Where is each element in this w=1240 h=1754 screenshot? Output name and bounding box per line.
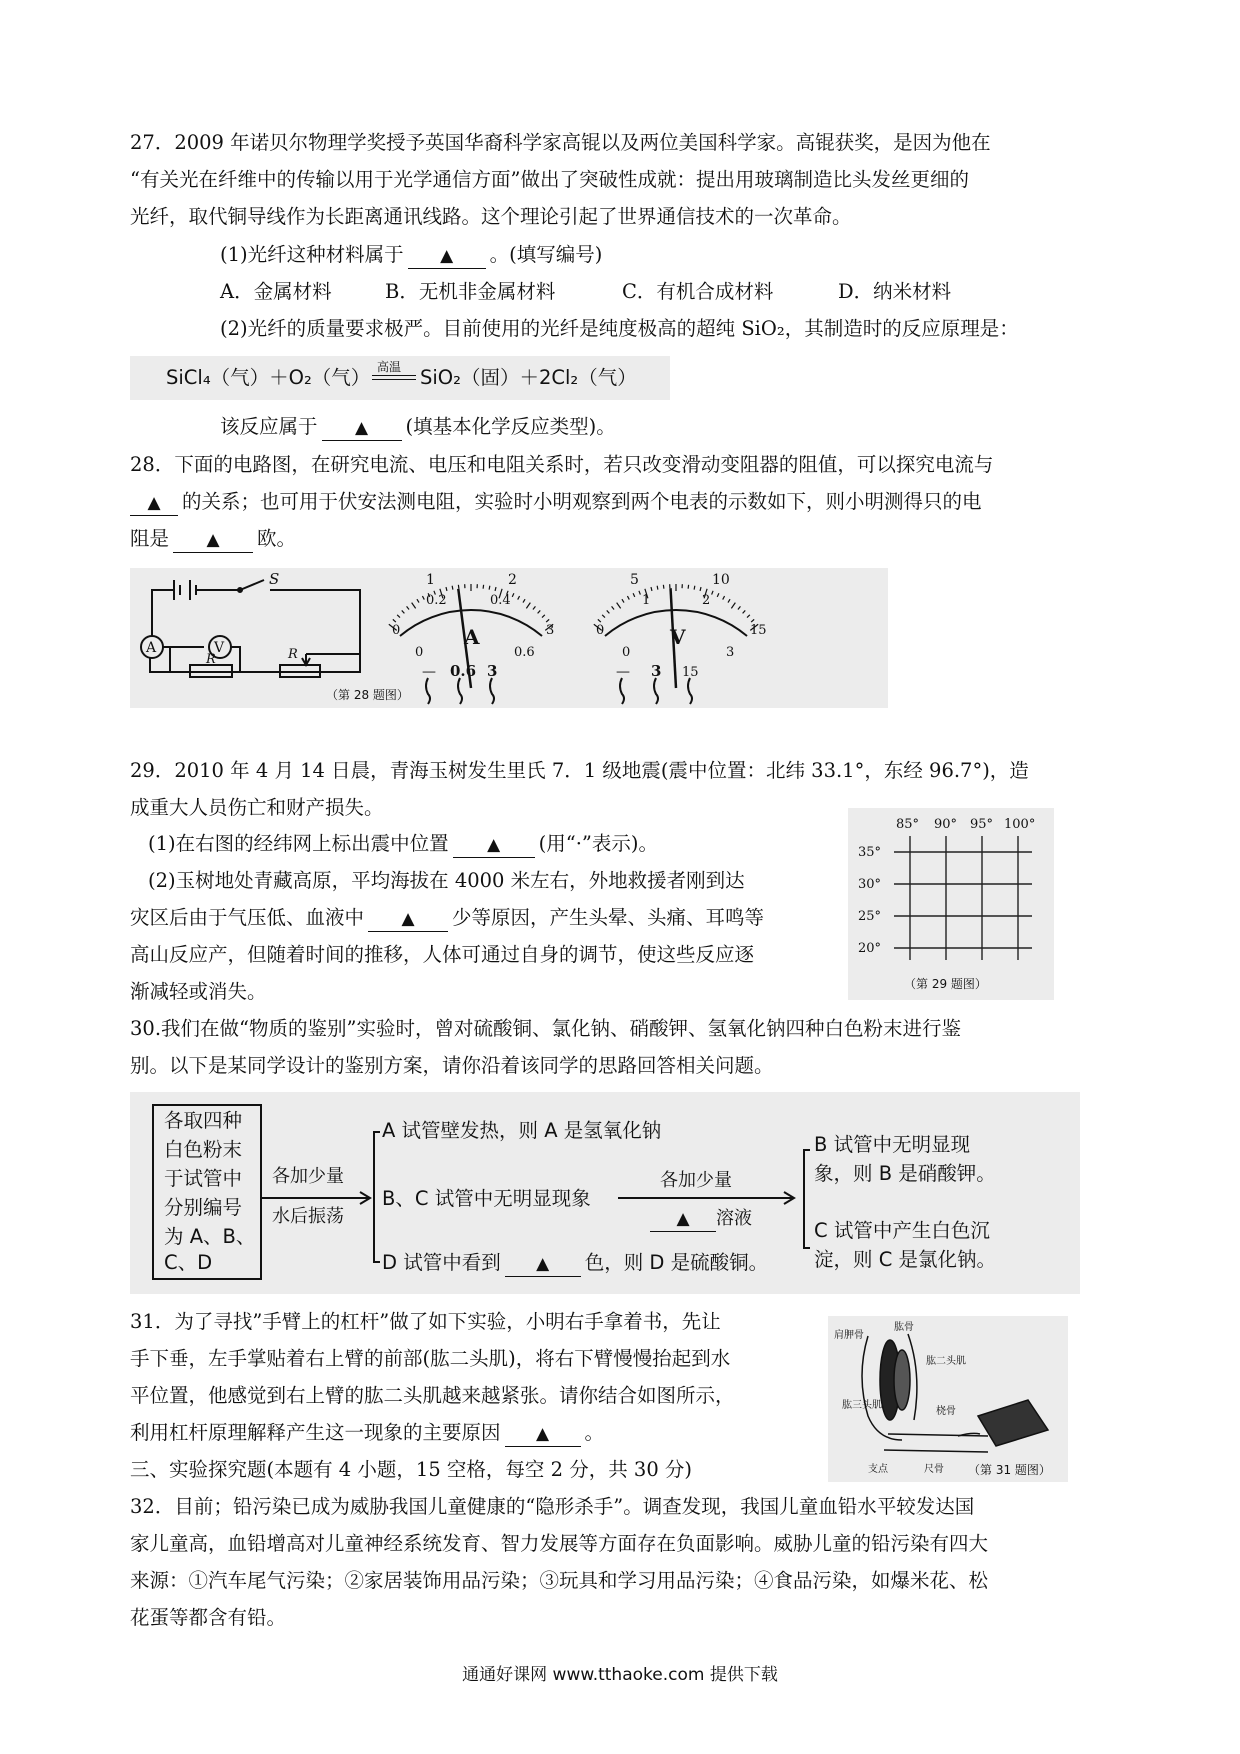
meter-tick [602,615,605,618]
q29-sub-2-text-end: 少等原因，产生头晕、头痛、耳鸣等 [452,906,765,929]
q29-line-2: 成重大人员伤亡和财产损失。 [130,796,384,819]
q31-line-4 [130,1418,604,1448]
q29-sub-2-line-3: 高山反应产，但随着时间的推移，人体可通过自身的调节，使这些反应逐 [130,943,755,966]
ammeter-terminal-0.6: 0.6 [450,662,477,680]
voltmeter-inner-2: 2 [702,593,711,608]
branch-bc: B、C 试管中无明显现象 [382,1187,591,1210]
arrow-1-bottom-label: 水后振荡 [272,1206,344,1227]
lat-20: 20° [858,941,882,956]
arrow-2-top-label: 各加少量 [660,1170,732,1191]
meter-tick [538,610,541,613]
equation-equals-sign [372,375,416,380]
switch-label: S [269,570,280,588]
q30-line-1: 30.我们在做“物质的鉴别”实验时，曾对硫酸铜、氯化钠、硝酸钾、氢氧化钠四种白色粉末进行鉴 [130,1017,961,1040]
q31-line-4-text: 利用杠杆原理解释产生这一现象的主要原因 [130,1421,501,1444]
equation-right: SiO₂（固）＋2Cl₂（气） [420,366,637,389]
result-c-line-2: 淀，则 C 是氯化钠。 [814,1248,997,1271]
meter-tick [393,619,396,622]
meter-tick [694,586,695,590]
ammeter-terminal-3: 3 [487,662,498,680]
result-c-line-1: C 试管中产生白色沉 [814,1219,990,1242]
meter-tick [622,599,624,602]
meter-tick [627,596,629,600]
answer-blank[interactable] [130,490,178,516]
voltmeter-top-tick-10: 10 [712,572,730,588]
q27-sub-1-note: 。(填写编号) [489,243,603,266]
meter-tick [495,587,496,591]
figure-29-caption: （第 29 题图） [904,977,987,991]
lon-85: 85° [896,817,920,832]
q32-line-1: 32．目前；铅污染已成为威胁我国儿童健康的“隐形杀手”。调查发现，我国儿童血铅水平较发达国 [130,1495,975,1518]
branch-a: A 试管壁发热，则 A 是氢氧化钠 [382,1119,662,1142]
flow-start-line-5: 为 A、B、 [164,1225,256,1248]
q29-sub-2-line-1: (2)玉树地处青藏高原，平均海拔在 4000 米左右，外地救援者刚到达 [148,869,745,892]
q27-reaction-note: (填基本化学反应类型)。 [405,415,616,438]
q29-sub-1-note: (用“·”表示)。 [538,832,658,855]
voltmeter-label: V [214,640,225,656]
meter-tick [526,603,530,609]
triangle-mark: ▲ [206,530,220,550]
arrow-2-solution-word: 溶液 [716,1208,752,1229]
lon-95: 95° [970,817,994,832]
q28-line-3-unit: 欧。 [257,527,297,550]
voltmeter-bottom-zero: 0 [622,645,631,660]
triangle-mark: ▲ [676,1209,690,1229]
arrow-1-top-label: 各加少量 [272,1166,344,1187]
arm-lever-illustration [828,1316,1068,1482]
voltmeter-inner-15: 15 [750,623,767,638]
page-footer: 通通好课网 www.tthaoke.com 提供下载 [462,1665,778,1685]
meter-tick [518,596,520,600]
switch-lever [240,580,264,590]
q31-line-2: 手下垂，左手掌贴着右上臂的前部(肱二头肌)，将右下臂慢慢抬起到水 [130,1347,731,1370]
forearm-bottom [884,1450,988,1452]
meter-tick [407,606,409,609]
bracket-2 [804,1150,810,1248]
voltmeter-top-tick-5: 5 [630,572,639,588]
voltmeter-inner-3: 3 [726,645,735,660]
equation-left: SiCl₄（气）＋O₂（气） [166,366,371,389]
result-b-line-2: 象，则 B 是硝酸钾。 [814,1162,996,1185]
forearm-top [888,1434,988,1436]
meter-tick [446,587,447,591]
meter-tick [700,587,701,591]
triangle-mark: ▲ [401,909,415,929]
q27-option-c: C．有机合成材料 [622,280,774,303]
q27-option-d: D．纳米材料 [838,280,952,303]
label-scapula: 肩胛骨 [834,1330,864,1341]
q32-line-4: 花蛋等都含有铅。 [130,1606,287,1629]
ammeter-inner-0.2: 0.2 [426,593,447,608]
answer-blank[interactable] [368,906,448,932]
meter-tick [617,603,621,609]
q28-line-3-text: 阻是 [130,527,170,550]
meter-tick [657,586,658,590]
ammeter-bottom-zero: 0 [415,645,424,660]
lat-35: 35° [858,845,882,860]
q27-option-a: A．金属材料 [220,280,332,303]
voltmeter-terminal-15: 15 [682,665,699,680]
q29-sub-1 [148,829,658,859]
ammeter-inner-0.4: 0.4 [490,593,511,608]
label-radius: 桡骨 [936,1406,956,1417]
meter-tick [512,593,514,597]
ammeter-inner-0.6: 0.6 [514,645,535,660]
meter-tick [402,610,405,613]
resistor-label: R [206,652,216,667]
meter-tick [607,610,610,613]
section-3-heading: 三、实验探究题(本题有 4 小题，15 空格，每空 2 分，共 30 分) [130,1458,693,1481]
answer-blank[interactable] [322,415,402,441]
branch-d-text-end: 色，则 D 是硫酸铜。 [584,1251,769,1274]
q27-line-3: 光纤，取代铜导线作为长距离通讯线路。这个理论引起了世界通信技术的一次革命。 [130,205,852,228]
meter-tick [712,591,713,595]
q29-sub-2-line-2 [130,903,764,933]
ammeter-label: A [146,640,157,656]
lat-25: 25° [858,909,882,924]
meter-tick [633,593,635,597]
meter-tick [417,599,419,602]
meter-tick [452,586,453,590]
meter-tick [412,603,416,609]
label-biceps: 肱二头肌 [926,1356,966,1367]
q28-line-2-text: 的关系；也可用于伏安法测电阻，实验时小明观察到两个电表的示数如下，则小明测得只的电 [182,490,982,513]
ammeter-terminals [426,678,494,704]
wire [152,590,174,636]
voltmeter-inner-0: 0 [596,623,605,638]
figure-31-caption: （第 31 题图） [968,1463,1051,1477]
equation-condition: 高温 [377,360,402,374]
figure-30-flowchart [130,1092,1080,1294]
triangle-mark: ▲ [440,246,454,266]
q32-line-2: 家儿童高，血铅增高对儿童神经系统发育、智力发展等方面存在负面影响。威胁儿童的铅污染有四大 [130,1532,989,1555]
triangle-mark: ▲ [354,418,369,438]
meter-tick [723,596,725,600]
meter-tick [489,586,490,590]
q29-line-1: 29．2010 年 4 月 14 日晨，青海玉树发生里氏 7．1 级地震(震中位置：北纬 33.1°，东经 96.7°)，造 [130,759,1029,782]
flow-start-line-4: 分别编号 [164,1196,243,1219]
flow-start-line-2: 白色粉末 [164,1138,243,1161]
ammeter-terminal-neg: — [422,664,436,680]
wire [163,647,170,672]
ammeter-top-tick-2: 2 [508,572,517,588]
q27-sub-1 [220,240,602,270]
q27-option-b: B．无机非金属材料 [385,280,556,303]
label-ulna: 尺骨 [924,1464,944,1475]
flow-start-line-1: 各取四种 [164,1109,243,1132]
q29-sub-1-text: (1)在右图的经纬网上标出震中位置 [148,832,449,855]
figure-28 [130,568,888,708]
q28-line-2 [130,487,982,517]
meter-tick [542,615,545,618]
q32-line-3: 来源：①汽车尾气污染；②家居装饰用品污染；③玩具和学习用品污染；④食品污染，如爆米花、松 [130,1569,989,1592]
meter-tick [598,619,601,622]
answer-blank[interactable] [650,1207,716,1232]
q31-line-4-end: 。 [584,1421,605,1444]
book [978,1400,1048,1446]
meter-tick [717,593,719,597]
answer-blank[interactable] [505,1421,581,1447]
meter-tick [612,606,614,609]
meter-tick [651,587,652,591]
result-b-line-1: B 试管中无明显现 [814,1133,971,1156]
rheostat-label: R [288,647,298,662]
q27-sub-2: (2)光纤的质量要求极严。目前使用的光纤是纯度极高的超纯 SiO₂，其制造时的反应原理是： [220,317,1019,340]
lon-90: 90° [934,817,958,832]
circuit-and-meters-figure [130,568,888,708]
meter-tick [747,615,750,618]
figure-28-caption: （第 28 题图） [326,688,409,702]
ammeter-letter: A [464,625,480,649]
branch-d-text: D 试管中看到 [382,1251,501,1274]
q27-sub-1-text: (1)光纤这种材料属于 [220,243,404,266]
ammeter-top-tick-1: 1 [426,572,435,588]
meter-tick [743,610,746,613]
q27-line-2: “有关光在纤维中的传输以用于光学通信方面”做出了突破性成就：提出用玻璃制造比头发丝更细的 [130,168,969,191]
q29-sub-2-line-4: 渐减轻或消失。 [130,980,267,1003]
q31-line-1: 31．为了寻找”手臂上的杠杆”做了如下实验，小明右手拿着书，先让 [130,1310,721,1333]
q28-line-1: 28．下面的电路图，在研究电流、电压和电阻关系时，若只改变滑动变阻器的阻值，可以探究电流与 [130,453,994,476]
bracket-1 [374,1132,380,1262]
meter-tick [523,599,525,602]
triangle-mark: ▲ [147,493,161,513]
triangle-mark: ▲ [536,1254,550,1274]
figure-29-grid [848,808,1054,1000]
meter-tick [397,615,400,618]
voltmeter-terminal-neg: — [616,664,630,680]
q27-reaction-type [220,412,616,442]
label-fulcrum: 支点 [868,1464,888,1475]
voltmeter-letter: V [670,625,686,649]
switch-pivot [238,588,242,592]
q29-sub-2-text: 灾区后由于气压低、血液中 [130,906,365,929]
q27-reaction-text: 该反应属于 [220,415,318,438]
answer-blank[interactable] [505,1251,581,1277]
voltmeter-terminals [620,678,692,704]
branch-d [382,1248,768,1277]
lat-30: 30° [858,877,882,892]
arrow-2-bottom-label [650,1204,752,1233]
answer-blank[interactable] [173,527,253,553]
label-humerus: 肱骨 [894,1322,914,1333]
figure-31-arm [828,1316,1068,1482]
answer-blank[interactable] [408,243,486,269]
flow-start-line-3: 于试管中 [164,1167,243,1190]
biceps-muscle [894,1350,910,1410]
meter-tick [533,606,535,609]
q31-line-3: 平位置，他感觉到右上臂的肱二头肌越来越紧张。请你结合如图所示， [130,1384,735,1407]
ammeter-inner-0: 0 [392,623,401,638]
q28-line-3 [130,524,296,554]
meter-tick [728,599,730,602]
flow-start-line-6: C、D [164,1251,213,1274]
wire [150,590,360,672]
meter-tick [738,606,740,609]
lat-lon-grid [848,808,1054,1000]
q30-line-2: 别。以下是某同学设计的鉴别方案，请你沿着该同学的思路回答相关问题。 [130,1054,774,1077]
meter-tick [422,596,424,600]
equation-box [130,356,670,400]
answer-blank[interactable] [453,832,535,858]
meter-tick [751,619,754,622]
triangle-mark: ▲ [487,835,501,855]
meter-tick [731,603,735,609]
q27-line-1: 27．2009 年诺贝尔物理学奖授予英国华裔科学家高锟以及两位美国科学家。高锟获奖，是因为他在 [130,131,991,154]
meter-tick [639,591,640,595]
label-triceps: 肱三头肌 [842,1400,882,1411]
voltmeter-terminal-3: 3 [651,662,662,680]
triangle-mark: ▲ [535,1424,550,1444]
voltmeter-inner-1: 1 [642,593,651,608]
ammeter-inner-3: 3 [546,623,555,638]
meter-tick [546,619,549,622]
lon-100: 100° [1004,817,1036,832]
